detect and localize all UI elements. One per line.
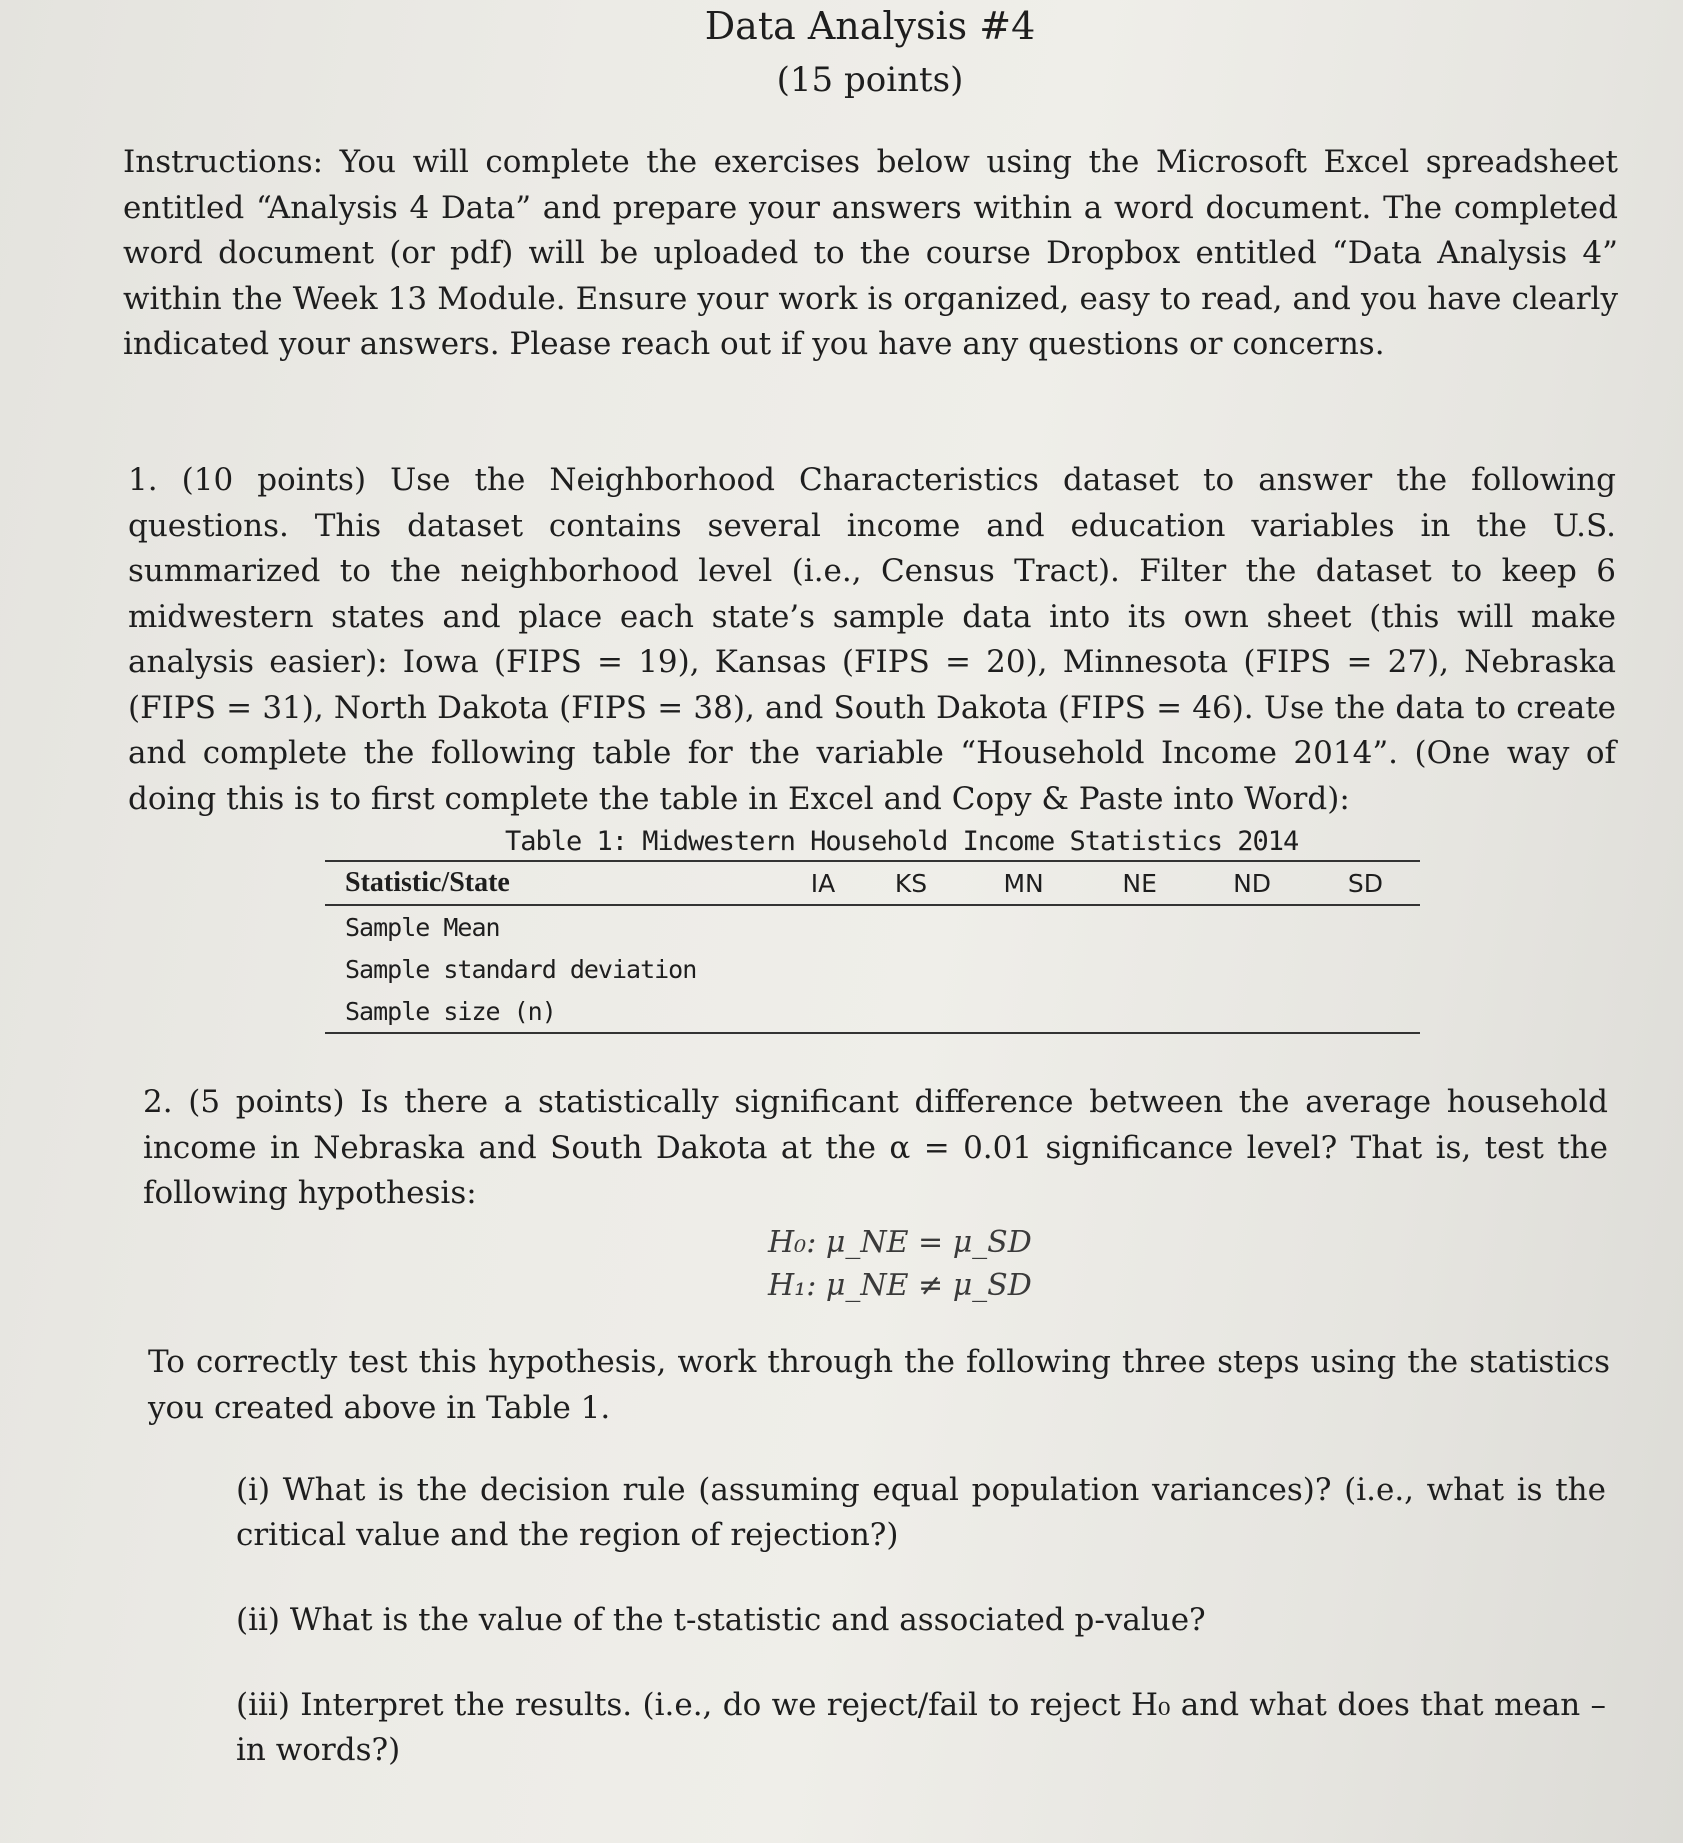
stats-table	[325, 860, 1420, 1034]
question-1: 1. (10 points) Use the Neighborhood Characteristics dataset to answer the following questions. This dataset contains several income and education variables in the U.S. summarized to the neighborhood level (i.e., Census Tract). Filter the dataset to keep 6 midwestern states and place each state’s sample data into its own sheet (this will make analysis easier): Iowa (FIPS = 19), Kansas (FIPS = 20), Minnesota (FIPS = 27), Nebraska (FIPS = 31), North Dakota (FIPS = 38), and South Dakota (FIPS = 46). Use the data to create and complete the following table for the variable “Household Income 2014”. (One way of doing this is to first complete the table in Excel and Copy & Paste into Word):	[128, 462, 1616, 817]
step-iii: (iii) Interpret the results. (i.e., do we reject/fail to reject H₀ and what does that mean – in words?)	[236, 1687, 1606, 1768]
table-header-row	[325, 861, 1420, 905]
points-subtitle: (15 points)	[776, 60, 964, 100]
step-i: (i) What is the decision rule (assuming equal population variances)? (i.e., what is the critical value and the region of rejection?)	[236, 1472, 1606, 1553]
null-hypothesis: H₀: μ_NE = μ_SD	[768, 1225, 1032, 1260]
row-label-sd: Sample standard deviation	[345, 954, 697, 984]
table-row	[325, 990, 1420, 1033]
steps-intro: To correctly test this hypothesis, work through the following three steps using the statistics you created above in Table 1.	[148, 1344, 1610, 1426]
page-title: Data Analysis #4	[704, 4, 1036, 48]
row-label-n: Sample size (n)	[345, 996, 556, 1026]
column-sd: SD	[1311, 861, 1420, 905]
step-ii: (ii) What is the value of the t-statistic and associated p-value?	[236, 1602, 1206, 1638]
column-ks: KS	[861, 861, 961, 905]
alternative-hypothesis: H₁: μ_NE ≠ μ_SD	[768, 1268, 1032, 1303]
row-label-mean: Sample Mean	[345, 912, 500, 942]
instructions-paragraph: Instructions: You will complete the exercises below using the Microsoft Excel spreadsheet entitled “Analysis 4 Data” and prepare your answers within a word document. The completed word document (or pdf) will be uploaded to the course Dropbox entitled “Data Analysis 4” within the Week 13 Module. Ensure your work is organized, easy to read, and you have clearly indicated your answers. Please reach out if you have any questions or concerns.	[123, 144, 1618, 362]
table-header-label: Statistic/State	[325, 861, 785, 905]
table-row	[325, 905, 1420, 948]
column-ia: IA	[785, 861, 861, 905]
column-mn: MN	[961, 861, 1086, 905]
column-ne: NE	[1086, 861, 1193, 905]
question-2: 2. (5 points) Is there a statistically significant difference between the average household income in Nebraska and South Dakota at the α = 0.01 significance level? That is, test the following hypothesis:	[143, 1084, 1608, 1211]
table-row	[325, 948, 1420, 990]
column-nd: ND	[1193, 861, 1311, 905]
table-caption: Table 1: Midwestern Household Income Statistics 2014	[505, 826, 1299, 857]
